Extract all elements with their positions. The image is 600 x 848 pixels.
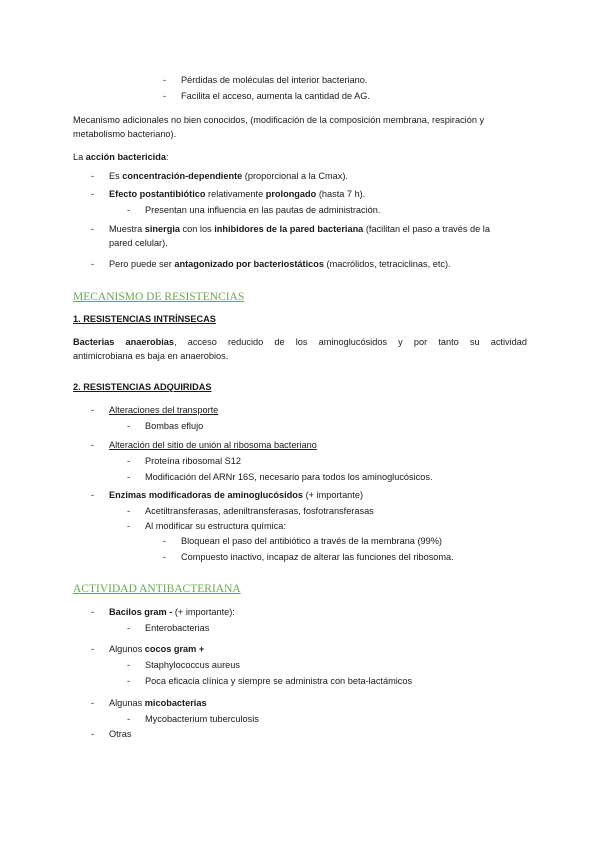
text-run: Algunos (109, 644, 145, 654)
text-run-bold: antagonizado por bacteriostáticos (174, 259, 324, 269)
list-item (109, 489, 363, 501)
list-subitem: Presentan una influencia en las pautas de administración. (145, 205, 381, 215)
list-dash: - (127, 421, 131, 431)
heading-prefix: La (73, 152, 86, 162)
text-run-bold: concentración-dependiente (122, 171, 243, 181)
list-dash: - (127, 623, 131, 633)
list-dash: - (163, 552, 167, 562)
list-dash: - (91, 405, 95, 415)
list-subitem: Poca eficacia clínica y siempre se administra con beta-lactámicos (145, 676, 413, 686)
list-item (109, 643, 204, 655)
paragraph-line: antimicrobiana es baja en anaerobios. (73, 351, 229, 361)
list-dash: - (91, 729, 95, 739)
list-subsubitem: Bloquean el paso del antibiótico a través de la membrana (99%) (181, 536, 442, 546)
paragraph-line (73, 336, 527, 348)
list-dash: - (91, 698, 95, 708)
list-subitem: Modificación del ARNr 16S, necesario para todos los aminoglucósicos. (145, 472, 433, 482)
list-item (109, 258, 451, 270)
acquired-heading: 2. RESISTENCIAS ADQUIRIDAS (73, 382, 212, 392)
list-subsubitem: Compuesto inactivo, incapaz de alterar las funciones del ribosoma. (181, 552, 454, 562)
list-dash: - (91, 189, 95, 199)
section-title-resistance: MECANISMO DE RESISTENCIAS (73, 291, 245, 303)
text-run: Es (109, 171, 123, 181)
text-run-bold: sinergia (144, 224, 180, 234)
list-dash: - (91, 171, 95, 181)
text-run: (macrólidos, tetraciclinas, etc). (323, 259, 451, 269)
list-dash: - (163, 91, 167, 101)
list-dash: - (163, 75, 167, 85)
list-item (109, 697, 207, 709)
list-dash: - (127, 521, 131, 531)
text-run-bold: micobacterias (144, 698, 207, 708)
text-run: Muestra (109, 224, 145, 234)
list-dash: - (91, 644, 95, 654)
list-item (109, 188, 365, 200)
text-run: Algunas (109, 698, 145, 708)
list-dash: - (127, 205, 131, 215)
list-dash: - (127, 472, 131, 482)
text-run: (facilitan el paso a través de la (363, 224, 490, 234)
text-run: (+ importante): (172, 607, 235, 617)
list-dash: - (127, 456, 131, 466)
text-run: Pero puede ser (109, 259, 175, 269)
list-item-continuation: pared celular). (109, 238, 168, 248)
list-item (109, 606, 235, 618)
text-run: (hasta 7 h). (316, 189, 366, 199)
list-subitem: Bombas eflujo (145, 421, 204, 431)
paragraph-line: metabolismo bacteriano). (73, 129, 177, 139)
list-item: Alteración del sitio de unión al ribosoma bacteriano (109, 440, 317, 450)
list-subitem: Acetiltransferasas, adeniltransferasas, fosfotransferasas (145, 506, 374, 516)
list-item: Otras (109, 729, 132, 739)
text-run: relativamente (205, 189, 266, 199)
list-subitem: Al modificar su estructura química: (145, 521, 286, 531)
list-dash: - (127, 714, 131, 724)
list-dash: - (91, 224, 95, 234)
list-dash: - (91, 607, 95, 617)
intrinsic-heading: 1. RESISTENCIAS INTRÍNSECAS (73, 314, 216, 324)
list-dash: - (91, 490, 95, 500)
list-item: Facilita el acceso, aumenta la cantidad de AG. (181, 91, 370, 101)
bactericidal-heading (73, 151, 169, 163)
text-run: (+ importante) (303, 490, 364, 500)
heading-bold: acción bactericida (85, 152, 166, 162)
list-item: Pérdidas de moléculas del interior bacteriano. (181, 75, 368, 85)
text-run-bold: Bacilos gram - (109, 607, 173, 617)
text-run: con los (179, 224, 215, 234)
text-run-bold: prolongado (265, 189, 317, 199)
list-dash: - (163, 536, 167, 546)
text-run: , acceso reducido de los aminoglucósidos y por tanto su actividad (174, 337, 527, 347)
list-item (109, 223, 490, 235)
list-subitem: Enterobacterias (145, 623, 210, 633)
list-dash: - (127, 506, 131, 516)
text-run-bold: Bacterias anaerobias (73, 337, 175, 347)
text-run: (proporcional a la Cmax). (242, 171, 348, 181)
list-item: Alteraciones del transporte (109, 405, 219, 415)
text-run-bold: Enzimas modificadoras de aminoglucósidos (109, 490, 304, 500)
list-item (109, 170, 348, 182)
paragraph-line: Mecanismo adicionales no bien conocidos, (modificación de la composición membrana, respiración y (73, 115, 485, 125)
list-subitem: Staphylococcus aureus (145, 660, 240, 670)
section-title-activity: ACTIVIDAD ANTIBACTERIANA (73, 583, 241, 595)
list-dash: - (91, 440, 95, 450)
list-dash: - (127, 660, 131, 670)
text-run-bold: inhibidores de la pared bacteriana (214, 224, 364, 234)
list-dash: - (91, 259, 95, 269)
heading-suffix: : (165, 152, 169, 162)
text-run-bold: Efecto postantibiótico (109, 189, 206, 199)
list-dash: - (127, 676, 131, 686)
list-subitem: Mycobacterium tuberculosis (145, 714, 259, 724)
text-run-bold: cocos gram + (144, 644, 205, 654)
list-subitem: Proteína ribosomal S12 (145, 456, 242, 466)
